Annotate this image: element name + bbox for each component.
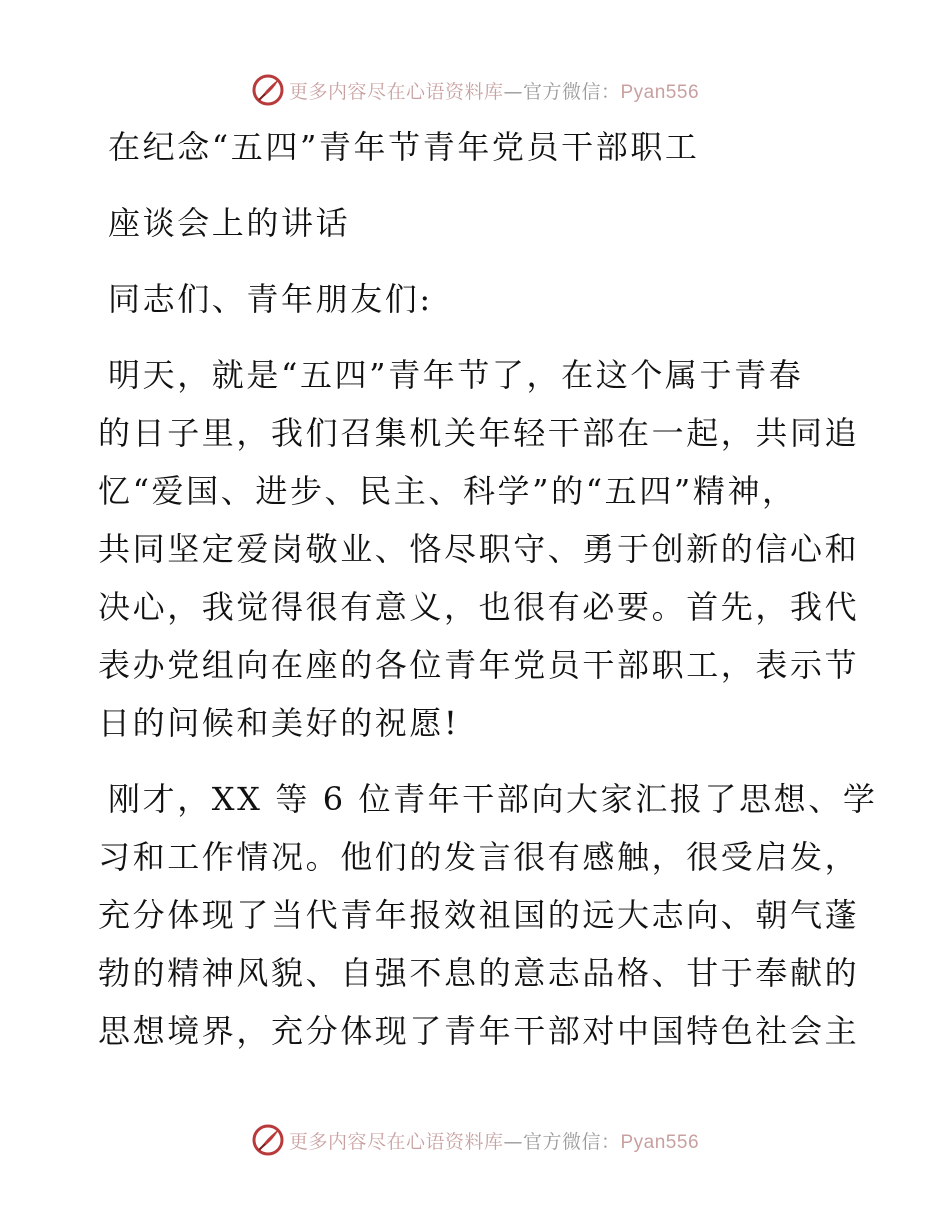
- feather-logo-icon: [251, 73, 285, 107]
- watermark-wechat-id: Pyan556: [620, 81, 700, 103]
- salutation: 同志们、青年朋友们:: [108, 280, 433, 318]
- paragraph-line: 勃的精神风貌、自强不息的意志品格、甘于奉献的: [98, 954, 860, 992]
- watermark-site: 更多内容尽在心语资料库: [288, 1130, 504, 1153]
- paragraph-line: 习和工作情况。他们的发言很有感触，很受启发，: [98, 838, 860, 876]
- paragraph-1: [98, 346, 858, 752]
- paragraph-line: 日的问候和美好的祝愿!: [98, 704, 460, 742]
- paragraph-line: 决心，我觉得很有意义，也很有必要。首先，我代: [98, 588, 860, 626]
- document-body: [98, 118, 878, 1060]
- watermark-text: [289, 77, 699, 104]
- paragraph-2: [98, 770, 878, 1060]
- watermark-wechat-id: Pyan556: [620, 1131, 700, 1153]
- document-title-line-1: 在纪念“五四”青年节青年党员干部职工: [108, 128, 700, 166]
- watermark-site: 更多内容尽在心语资料库: [288, 80, 504, 103]
- paragraph-line: 的日子里，我们召集机关年轻干部在一起，共同追: [98, 414, 860, 452]
- paragraph-line: 明天，就是“五四”青年节了，在这个属于青春: [108, 356, 804, 394]
- watermark-wechat-label: 官方微信：: [522, 80, 621, 103]
- watermark-dash: —: [503, 80, 523, 103]
- paragraph-line: 刚才，XX 等 6 位青年干部向大家汇报了思想、学: [108, 780, 878, 818]
- paragraph-line: 思想境界，充分体现了青年干部对中国特色社会主: [98, 1012, 860, 1050]
- paragraph-line: 共同坚定爱岗敬业、恪尽职守、勇于创新的信心和: [98, 530, 860, 568]
- footer-watermark: [0, 1120, 950, 1160]
- watermark-text: [289, 1127, 699, 1154]
- document-title-line-2: 座谈会上的讲话: [108, 204, 351, 242]
- watermark-wechat-label: 官方微信：: [522, 1130, 621, 1153]
- paragraph-line: 充分体现了当代青年报效祖国的远大志向、朝气蓬: [98, 896, 860, 934]
- feather-logo-icon: [251, 1123, 285, 1157]
- paragraph-line: 表办党组向在座的各位青年党员干部职工，表示节: [98, 646, 860, 684]
- watermark-dash: —: [503, 1130, 523, 1153]
- header-watermark: [0, 70, 950, 110]
- paragraph-line: 忆“爱国、进步、民主、科学”的“五四”精神，: [98, 472, 797, 510]
